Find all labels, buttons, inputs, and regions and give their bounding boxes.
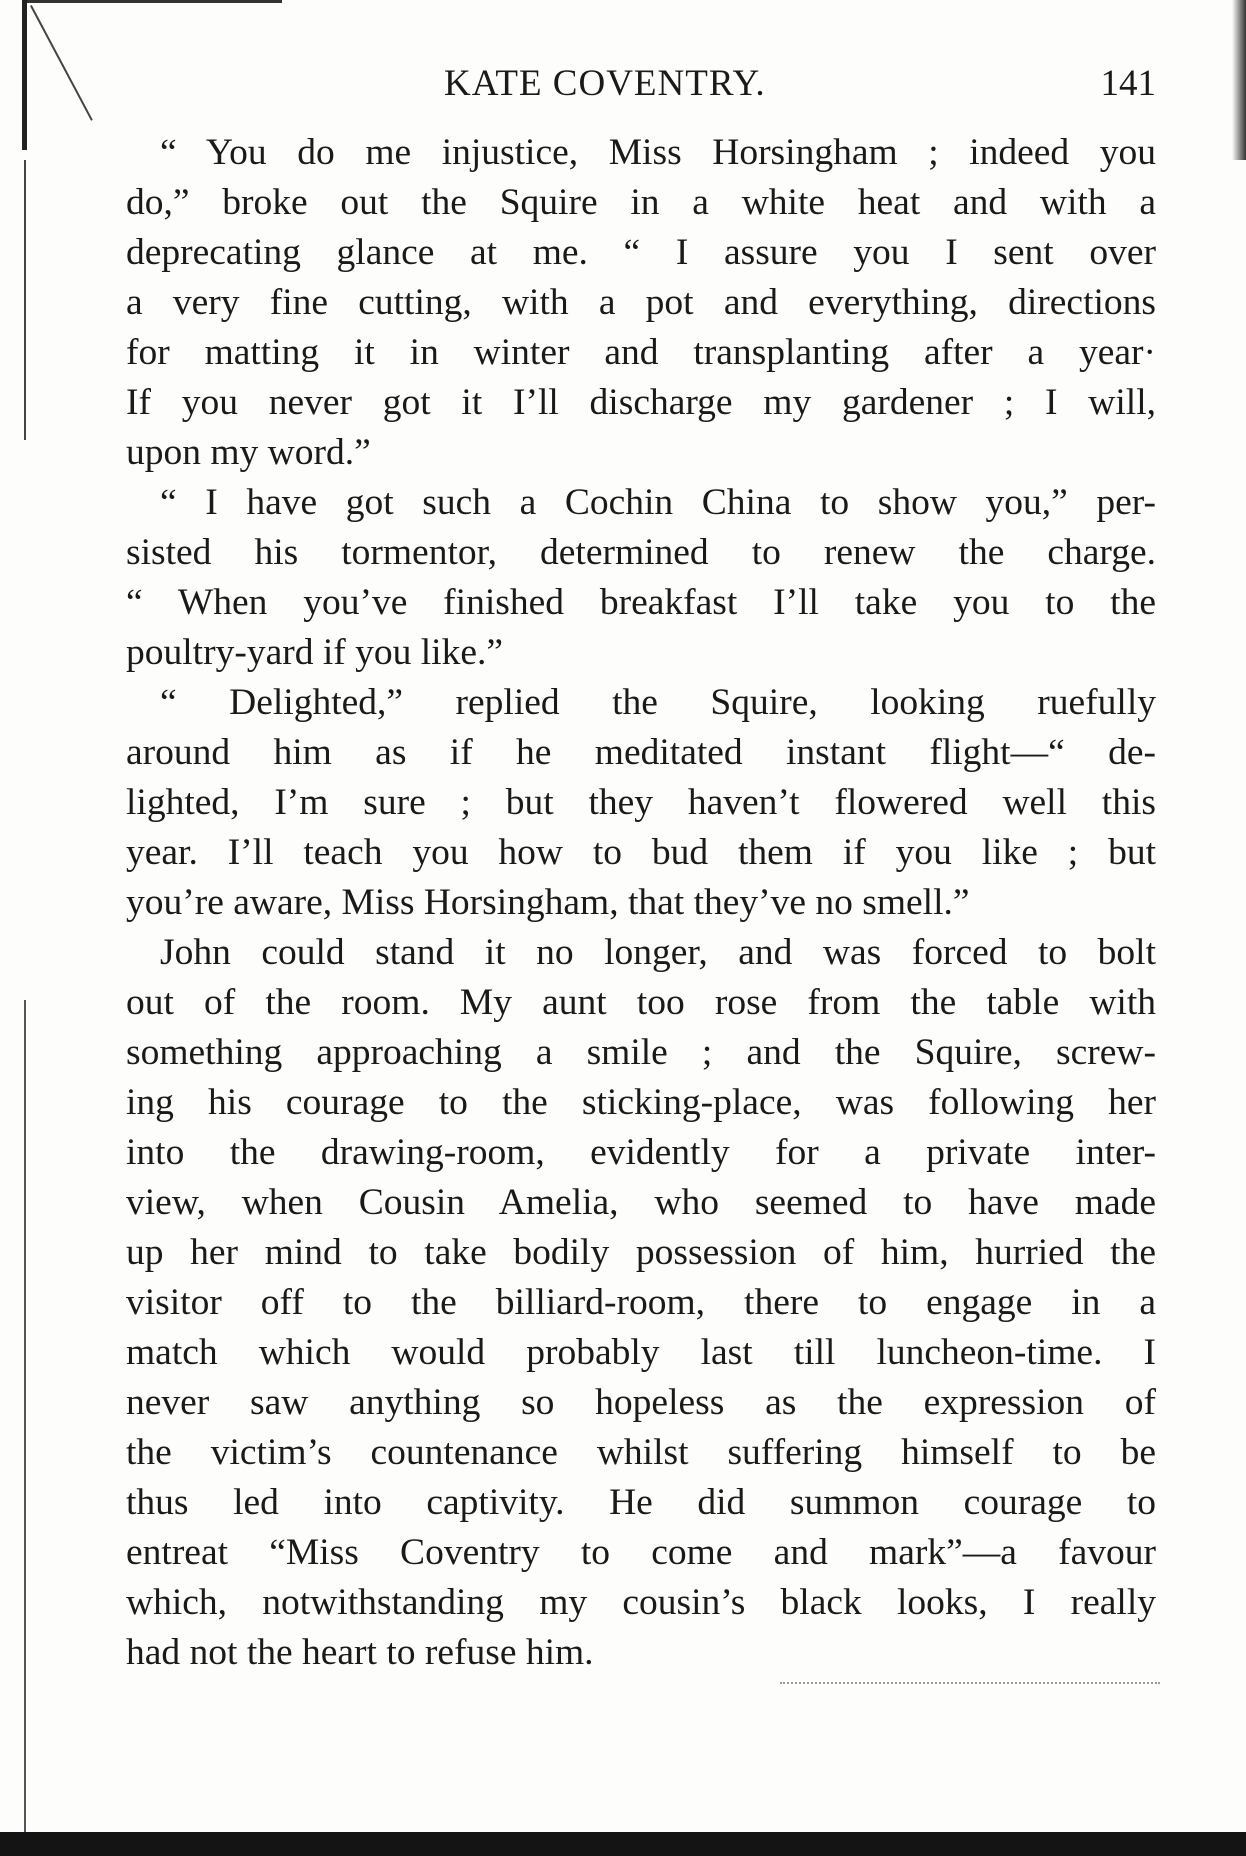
scan-edge-top xyxy=(22,0,282,3)
scan-edge-bottom xyxy=(0,1832,1246,1856)
scan-edge-left xyxy=(22,0,27,150)
text-line: you’re aware, Miss Horsingham, that they’ve no smell.” xyxy=(126,882,970,923)
running-title: KATE COVENTRY. xyxy=(444,63,766,104)
scan-fold-line xyxy=(30,5,93,121)
text-line: up her mind to take bodily possession of him, hurried the xyxy=(126,1232,1156,1273)
scan-edge-left-bottom xyxy=(24,1000,26,1850)
text-line: something approaching a smile ; and the Squire, screw- xyxy=(126,1032,1156,1073)
text-line: match which would probably last till luncheon-time. I xyxy=(126,1332,1156,1373)
paragraph xyxy=(126,478,1156,678)
text-line: a very fine cutting, with a pot and everything, directions xyxy=(126,282,1156,323)
text-line: ing his courage to the sticking-place, was following her xyxy=(126,1082,1156,1123)
scan-edge-right xyxy=(1232,0,1246,160)
text-line: If you never got it I’ll discharge my gardener ; I will, xyxy=(126,382,1156,423)
text-line: “ When you’ve finished breakfast I’ll take you to the xyxy=(126,582,1156,623)
scan-speckle xyxy=(780,1682,1160,1688)
text-line: “ I have got such a Cochin China to show you,” per- xyxy=(160,482,1156,523)
text-line: the victim’s countenance whilst suffering himself to be xyxy=(126,1432,1156,1473)
text-line: into the drawing-room, evidently for a private inter- xyxy=(126,1132,1156,1173)
text-line: had not the heart to refuse him. xyxy=(126,1632,594,1673)
text-line: deprecating glance at me. “ I assure you I sent over xyxy=(126,232,1156,273)
text-line: view, when Cousin Amelia, who seemed to have made xyxy=(126,1182,1156,1223)
text-line: around him as if he meditated instant flight—“ de- xyxy=(126,732,1156,773)
page-number: 141 xyxy=(1100,63,1156,104)
text-line: never saw anything so hopeless as the expression of xyxy=(126,1382,1156,1423)
paragraph xyxy=(126,128,1156,478)
body-text xyxy=(126,128,1156,1678)
text-line: sisted his tormentor, determined to renew the charge. xyxy=(126,532,1156,573)
text-line: visitor off to the billiard-room, there to engage in a xyxy=(126,1282,1156,1323)
text-line: for matting it in winter and transplanting after a year· xyxy=(126,332,1156,373)
text-line: lighted, I’m sure ; but they haven’t flowered well this xyxy=(126,782,1156,823)
text-line: “ Delighted,” replied the Squire, looking ruefully xyxy=(160,682,1156,723)
text-line: which, notwithstanding my cousin’s black looks, I really xyxy=(126,1582,1156,1623)
text-line: poultry-yard if you like.” xyxy=(126,632,503,673)
page-header xyxy=(126,62,1156,122)
text-line: out of the room. My aunt too rose from the table with xyxy=(126,982,1156,1023)
text-line: entreat “Miss Coventry to come and mark”—a favour xyxy=(126,1532,1156,1573)
text-line: John could stand it no longer, and was forced to bolt xyxy=(160,932,1156,973)
paragraph xyxy=(126,928,1156,1678)
paragraph xyxy=(126,678,1156,928)
text-line: year. I’ll teach you how to bud them if you like ; but xyxy=(126,832,1156,873)
text-line: do,” broke out the Squire in a white heat and with a xyxy=(126,182,1156,223)
text-line: thus led into captivity. He did summon courage to xyxy=(126,1482,1156,1523)
text-line: upon my word.” xyxy=(126,432,371,473)
text-line: “ You do me injustice, Miss Horsingham ; indeed you xyxy=(160,132,1156,173)
scan-edge-left-lower xyxy=(24,160,26,440)
